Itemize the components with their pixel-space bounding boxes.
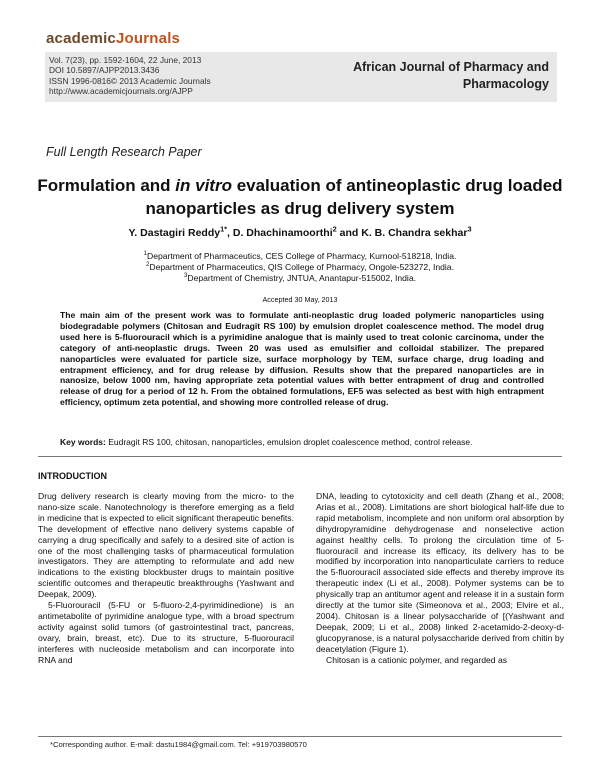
title-italic: in vitro <box>175 176 232 195</box>
header-band <box>45 52 557 102</box>
corresponding-author-footnote: *Corresponding author. E-mail: dastu1984@gmail.com. Tel: +919703980570 <box>50 740 307 749</box>
right-column <box>316 491 564 666</box>
abstract: The main aim of the present work was to formulate anti-neoplastic drug loaded polymeric nanoparticles using biodegradable polymers (Chitosan and Eudragit RS 100) by emulsion droplet coalescence method. The model drug used here is 5-fluorouracil which is a pyrimidine analogue that is mainly used to treat colonic carcinoma, under the category of anti-neoplastic drugs. Tween 20 was used as emulsifier and colloidal stabilizer. The prepared nanoparticles were evaluated for particle size, surface morphology by TEM, surface charge, drug loading and entrapment efficiency, and for drug release by diffusion. Results show that the prepared nanoparticles are in nanosize, below 1000 nm, having appropriate zeta potential values with better entrapment of drug and controlled release of drug for a period of 12 h. From the obtained formulations, EF5 was selected as best with high entrapment efficiency, optimum zeta potential, and showing more controlled release of drug. <box>60 310 544 408</box>
citation-block <box>49 55 211 97</box>
logo-academic: academic <box>46 30 116 47</box>
issn: ISSN 1996-0816© 2013 Academic Journals <box>49 75 211 86</box>
title-part3: evaluation of antineoplastic drug loaded nanoparticles as drug delivery system <box>145 176 563 218</box>
journal-logo <box>46 30 180 47</box>
left-paragraph-1: Drug delivery research is clearly moving from the micro- to the nano-size scale. Nanotechnology is therefore emerging as a field in medicine that is expected to elicit significant therapeutic benefits. The development of effective nano delivery systems capable of carrying a drug specifically and safely to a desired site of action is one of the most challenging tasks of pharmaceutical formulation investigators. They are attempting to reformulate and add new indications to the existing blockbuster drugs to maintain positive scientific outcomes and therapeutic breakthroughs (Yashwant and Deepak, 2009). <box>38 491 294 600</box>
divider-top <box>38 456 562 457</box>
affiliation-2-text: Department of Pharmaceutics, QIS College of Pharmacy, Ongole-523272, India. <box>149 262 454 272</box>
logo-journals: Journals <box>115 30 181 47</box>
affiliation-2 <box>0 262 600 273</box>
right-paragraph-2: Chitosan is a cationic polymer, and regarded as <box>326 654 508 665</box>
divider-footnote <box>38 736 562 737</box>
title-part1: Formulation and <box>37 176 176 195</box>
section-heading-introduction: INTRODUCTION <box>38 471 107 481</box>
affiliations <box>0 251 600 284</box>
keywords <box>60 437 550 447</box>
affiliation-2-sup: 2 <box>146 262 150 269</box>
affiliation-3 <box>0 273 600 284</box>
paper-title <box>20 174 580 220</box>
affiliation-1-text: Department of Pharmaceutics, CES College of Pharmacy, Kurnool-518218, India. <box>146 251 457 261</box>
paper-type: Full Length Research Paper <box>46 145 202 159</box>
affiliation-3-sup: 3 <box>184 273 188 280</box>
affiliation-1 <box>0 251 600 262</box>
author-1-sup: 1* <box>220 224 228 234</box>
keywords-label: Key words: <box>60 437 106 447</box>
keywords-text: Eudragit RS 100, chitosan, nanoparticles, emulsion droplet coalescence method, control release. <box>105 437 473 447</box>
journal-name: African Journal of Pharmacy and Pharmacology <box>353 60 549 91</box>
doi: DOI 10.5897/AJPP2013.3436 <box>49 65 160 76</box>
left-paragraph-2: 5-Fluorouracil (5-FU or 5-fluoro-2,4-pyrimidinedione) is an antimetabolite of pyrimidine analogue type, with a broad spectrum activity against solid tumors (of gastrointestinal tract, pancreas, ovary, brain, breast, etc). Due to its structure, 5-fluorouracil interferes with nucleoside metabolism and can incorporate into RNA and <box>38 600 294 665</box>
author-2-sup: 2 <box>332 224 337 234</box>
journal-url[interactable]: http://www.academicjournals.org/AJPP <box>49 86 193 97</box>
volume-info: Vol. 7(23), pp. 1592-1604, 22 June, 2013 <box>49 55 202 65</box>
author-list <box>0 224 600 239</box>
left-column <box>38 491 294 666</box>
author-1: Y. Dastagiri Reddy <box>128 227 221 239</box>
author-2: , D. Dhachinamoorthi <box>227 227 333 239</box>
affiliation-3-text: Department of Chemistry, JNTUA, Anantapur-515002, India. <box>187 273 416 283</box>
right-paragraph-1: DNA, leading to cytotoxicity and cell death (Zhang et al., 2008; Arias et al., 2008). Limitations are short biological half-life due to rapid metabolism, incomplete and non uniform oral absorption by dihydropyramidine dehydrogenase and nonselective action against healthy cells. To prolong the circulation time of 5-fluorouracil and increase its efficacy, its delivery has to be modified by incorporation into nanoparticulate carriers to reduce the 5-fluorouracil associated side effects and thereby improve its therapeutic index (Li et al., 2008). Polymer systems can be to physically trap an antitumor agent and release it in a sustain form directly at the tumor site (Simeonova et al., 2003; Elvire et al., 2004). Chitosan is a linear polysaccharide of [(Yashwant and Deepak, 2009; Li et al., 2008) linked 2-acetamido-2-deoxy-d-glucopyranose, is a natural polysaccharide derived from chitin by deacetylation (Figure 1). <box>316 491 564 654</box>
author-3-sup: 3 <box>467 224 472 234</box>
accepted-date: Accepted 30 May, 2013 <box>262 295 338 304</box>
affiliation-1-sup: 1 <box>143 251 147 258</box>
author-3: and K. B. Chandra sekhar <box>336 227 468 239</box>
